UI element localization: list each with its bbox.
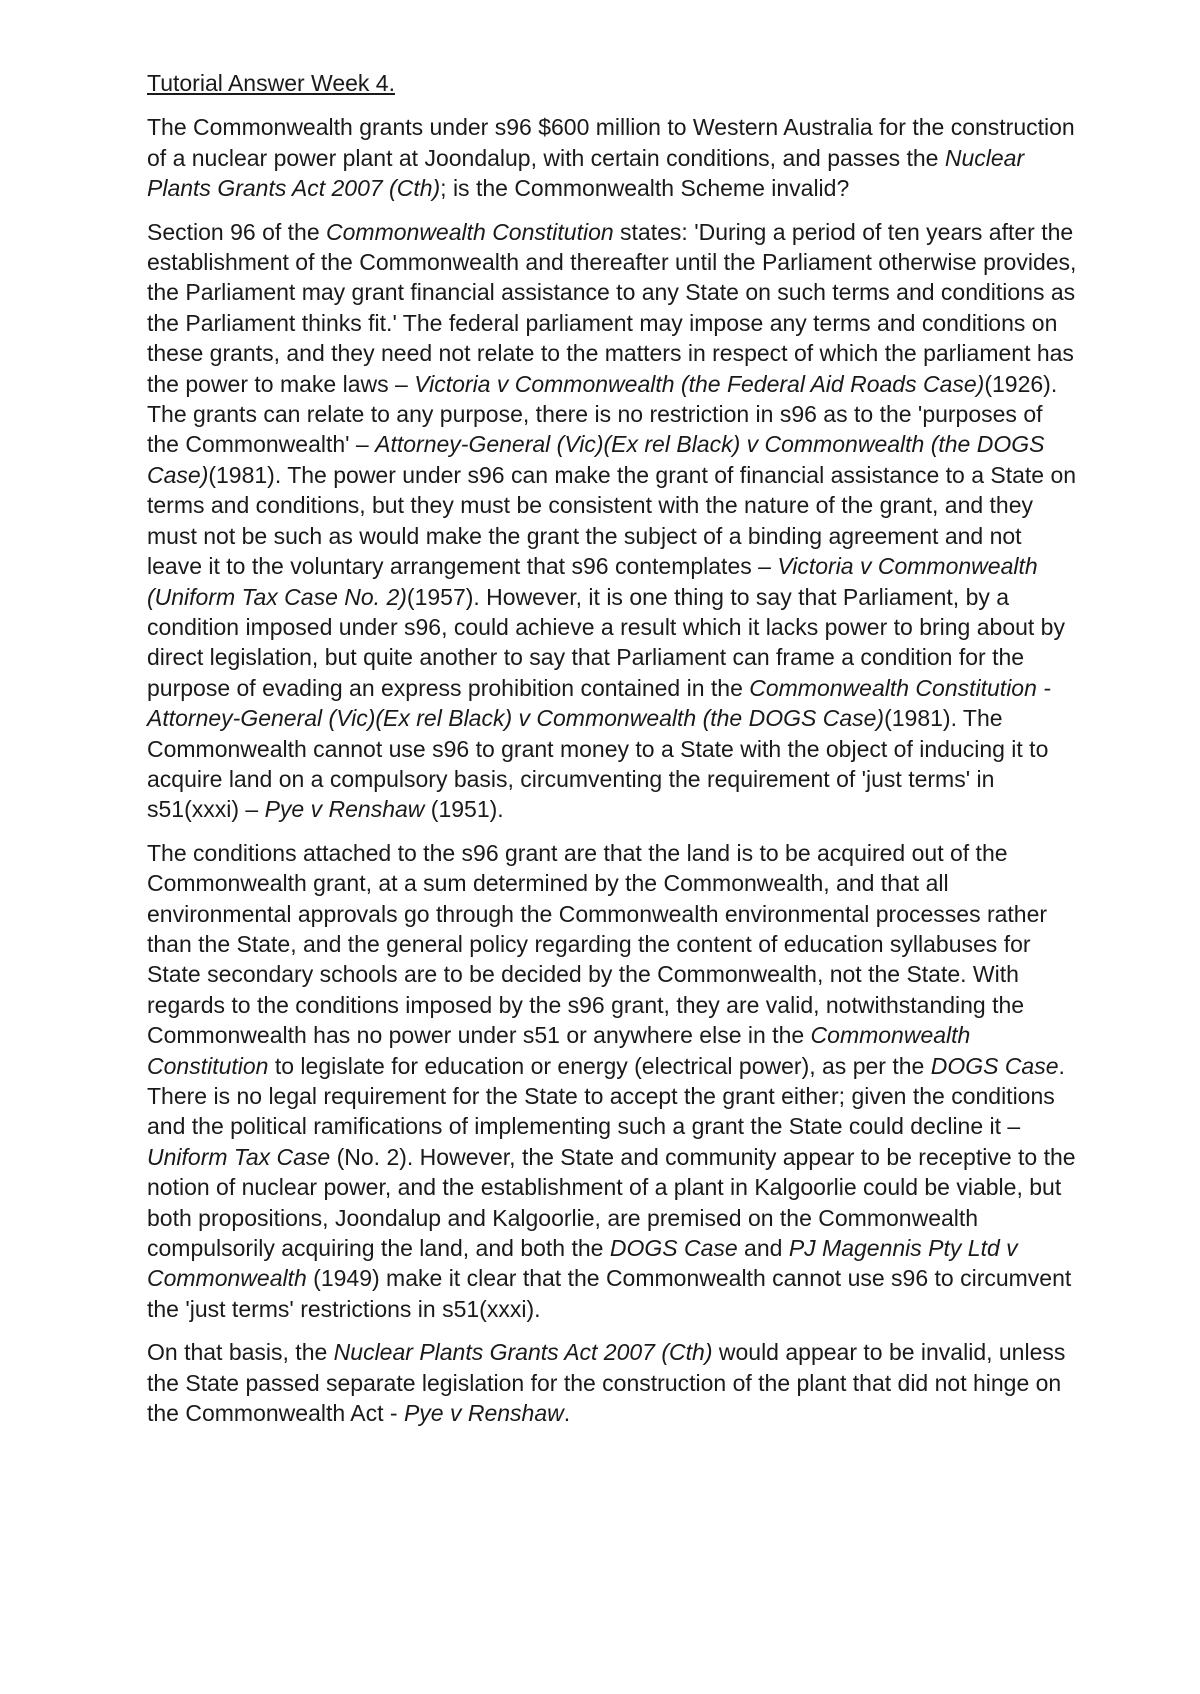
italic-citation: Commonwealth Constitution <box>326 218 614 245</box>
text-run: (No. 2). However, the State and community appear to be receptive to the notion of nuclear power, and the establishment of a plant in Kalgoorlie could be viable, but both propositions, Joondalup and Kalgoorlie, are premised on the Commonwealth compulsorily acquiring the land, and both the <box>147 1143 1076 1262</box>
text-run: would appear to be invalid, unless the State passed separate legislation for the construction of the plant that did not hinge on the Commonwealth Act - <box>147 1339 1066 1427</box>
text-run: to legislate for education or energy (electrical power), as per the <box>268 1052 931 1079</box>
text-run: Section 96 of the <box>147 218 327 245</box>
italic-citation: Commonwealth Constitution <box>147 1022 971 1079</box>
paragraph-conclusion <box>147 1337 1077 1428</box>
text-run: (1981). The Commonwealth cannot use s96 to grant money to a State with the object of inducing it to acquire land on a compulsory basis, circumventing the requirement of 'just terms' in s51(xxxi) – <box>147 705 1049 823</box>
paragraph-question <box>147 112 1077 203</box>
italic-citation: Nuclear Plants Grants Act 2007 (Cth) <box>147 144 1025 202</box>
italic-citation: Pye v Renshaw <box>403 1400 564 1427</box>
text-run: . <box>563 1400 571 1427</box>
italic-citation: Victoria v Commonwealth (the Federal Aid Roads Case) <box>414 370 985 397</box>
text-run: (1981). The power under s96 can make the grant of financial assistance to a State on terms and conditions, but they must be consistent with the nature of the grant, and they must not be such as would make the grant the subject of a binding agreement and not leave it to the voluntary arrangement that s96 contemplates – <box>147 461 1077 580</box>
italic-citation: Victoria v Commonwealth (Uniform Tax Case No. 2) <box>147 553 1038 610</box>
text-run: (1957). However, it is one thing to say that Parliament, by a condition imposed under s96, could achieve a result which it lacks power to bring about by direct legislation, but quite another to say that Parliament can frame a condition for the purpose of evading an express prohibition contained in the <box>147 583 1065 701</box>
text-run: and <box>737 1235 789 1262</box>
italic-citation: Commonwealth Constitution - Attorney-General (Vic)(Ex rel Black) v Commonwealth (the DOGS Case) <box>147 674 1051 732</box>
text-run: (1951). <box>424 796 504 823</box>
text-run: ; is the Commonwealth Scheme invalid? <box>440 175 850 202</box>
paragraph-section-96 <box>147 217 1077 825</box>
text-run: (1949) make it clear that the Commonwealth cannot use s96 to circumvent the 'just terms' restrictions in s51(xxxi). <box>147 1265 1072 1322</box>
italic-citation: PJ Magennis Pty Ltd v Commonwealth <box>147 1235 1018 1292</box>
italic-citation: Pye v Renshaw <box>264 796 425 823</box>
text-run: . There is no legal requirement for the State to accept the grant either; given the conditions and the political ramifications of implementing such a grant the State could decline it – <box>147 1052 1065 1140</box>
text-run: On that basis, the <box>147 1339 334 1366</box>
text-run: The Commonwealth grants under s96 $600 million to Western Australia for the construction of a nuclear power plant at Joondalup, with certain conditions, and passes the <box>147 114 1075 171</box>
document-title: Tutorial Answer Week 4. <box>147 70 395 96</box>
text-run: The conditions attached to the s96 grant are that the land is to be acquired out of the Commonwealth grant, at a sum determined by the Commonwealth, and that all environmental approvals go through the Commonwealth environmental processes rather than the State, and the general policy regarding the content of education syllabuses for State secondary schools are to be decided by the Commonwealth, not the State. With regards to the conditions imposed by the s96 grant, they are valid, notwithstanding the Commonwealth has no power under s51 or anywhere else in the <box>147 839 1048 1049</box>
document-body <box>147 112 1077 1428</box>
text-run: (1926). The grants can relate to any purpose, there is no restriction in s96 as to the 'purposes of the Commonwealth' – <box>147 370 1058 458</box>
italic-citation: Nuclear Plants Grants Act 2007 (Cth) <box>333 1339 713 1366</box>
italic-citation: Uniform Tax Case <box>147 1143 331 1170</box>
text-run: states: 'During a period of ten years after the establishment of the Commonwealth and thereafter until the Parliament otherwise provides, the Parliament may grant financial assistance to any State on such terms and conditions as the Parliament thinks fit.' The federal parliament may impose any terms and conditions on these grants, and they need not relate to the matters in respect of which the parliament has the power to make laws – <box>147 218 1077 397</box>
italic-citation: Attorney-General (Vic)(Ex rel Black) v Commonwealth (the DOGS Case) <box>147 431 1045 488</box>
italic-citation: DOGS Case <box>609 1235 738 1262</box>
italic-citation: DOGS Case <box>930 1052 1059 1079</box>
paragraph-conditions <box>147 838 1077 1325</box>
document-page <box>147 68 1077 1441</box>
